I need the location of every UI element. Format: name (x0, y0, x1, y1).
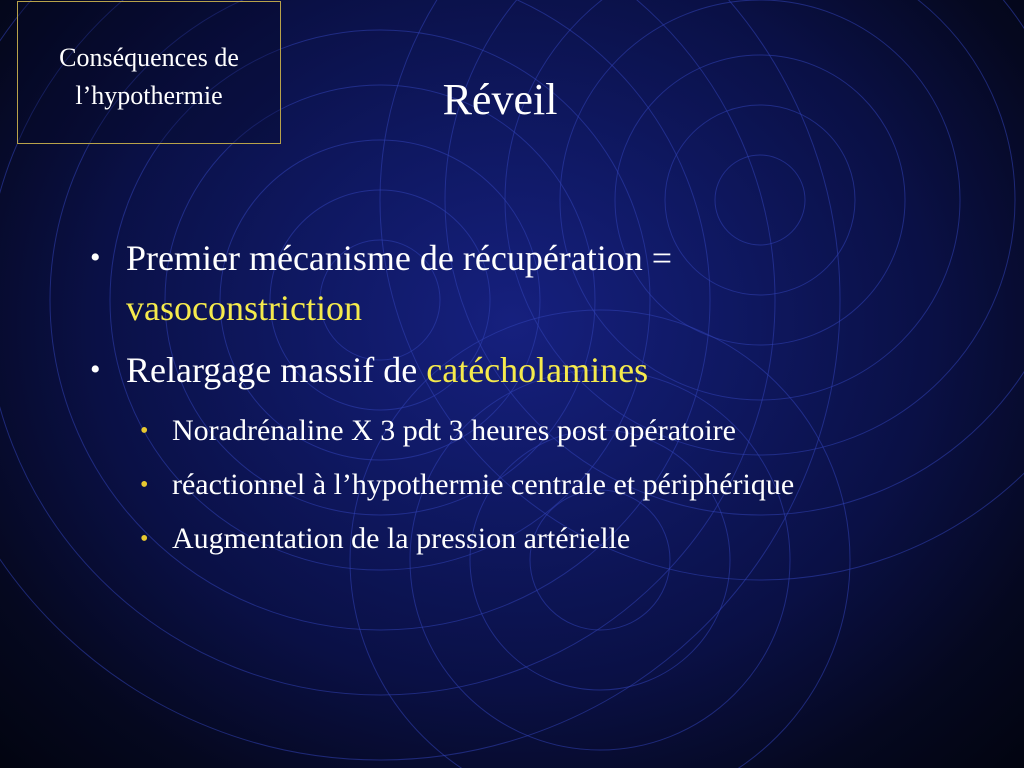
sub-bullet-text: Augmentation de la pression artérielle (172, 522, 631, 555)
bullet-dot-icon: • (90, 241, 101, 274)
section-label-box (17, 1, 281, 144)
bullet-dot-icon: • (90, 353, 101, 386)
section-label-line-1: Conséquences de (59, 43, 239, 72)
sub-bullet-text: Noradrénaline X 3 pdt 3 heures post opératoire (172, 414, 736, 447)
sub-bullet-text: réactionnel à l’hypothermie centrale et périphérique (172, 468, 795, 501)
sub-bullet-dot-icon: • (140, 472, 149, 498)
sub-bullet-dot-icon: • (140, 526, 149, 552)
section-label-line-2: l’hypothermie (75, 81, 223, 110)
bullet-text: Relargage massif de (126, 350, 427, 390)
bullet-highlight: vasoconstriction (126, 288, 362, 328)
bullet-highlight: catécholamines (426, 350, 649, 390)
slide-title: Réveil (442, 75, 558, 124)
sub-bullet-item (86, 461, 986, 509)
sub-bullet-item (86, 515, 986, 563)
bullet-text: Premier mécanisme de récupération = (126, 238, 673, 278)
bullet-item (86, 345, 986, 395)
sub-bullet-dot-icon: • (140, 418, 149, 444)
sub-bullet-item (86, 407, 986, 455)
bullet-list (86, 233, 986, 569)
bullet-item (86, 233, 986, 333)
